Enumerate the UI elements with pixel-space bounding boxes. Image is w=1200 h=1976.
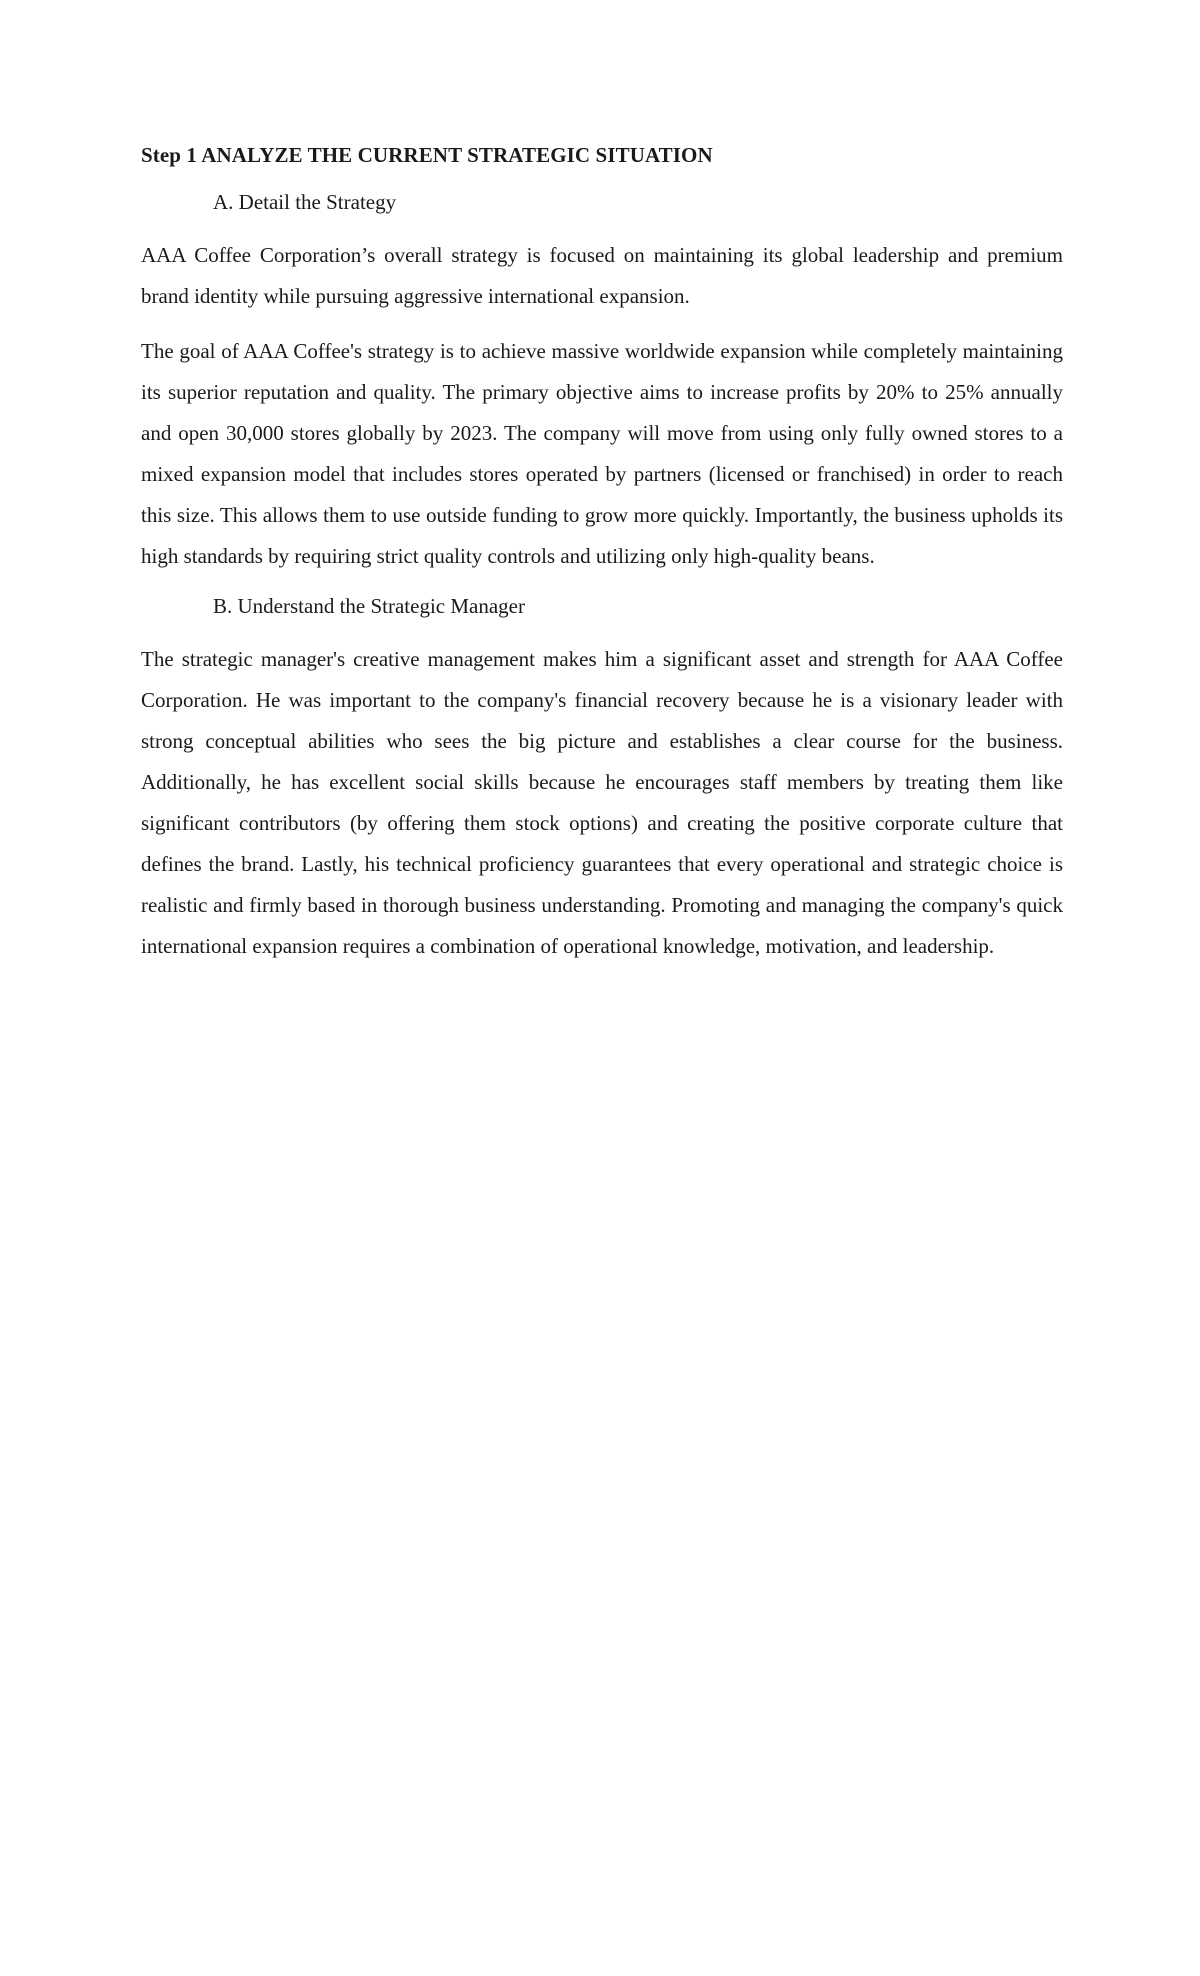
section-b-paragraph-1: The strategic manager's creative management makes him a significant asset and strength for AAA Coffee Corporation. He was important to the company's financial recovery because he is a visionary leader with strong conceptual abilities who sees the big picture and establishes a clear course for the business. Additionally, he has excellent social skills because he encourages staff members by treating them like significant contributors (by offering them stock options) and creating the positive corporate culture that defines the brand. Lastly, his technical proficiency guarantees that every operational and strategic choice is realistic and firmly based in thorough business understanding. Promoting and managing the company's quick international expansion requires a combination of operational knowledge, motivation, and leadership. [141,647,1063,958]
document-heading: Step 1 ANALYZE THE CURRENT STRATEGIC SITUATION [141,143,713,167]
document-body [141,140,1063,981]
section-a-paragraph-1: AAA Coffee Corporation’s overall strategy is focused on maintaining its global leadership and premium brand identity while pursuing aggressive international expansion. [141,243,1063,308]
section-b-title: B. Understand the Strategic Manager [213,594,525,618]
section-a-title: A. Detail the Strategy [213,190,397,214]
section-a-paragraph-2: The goal of AAA Coffee's strategy is to achieve massive worldwide expansion while completely maintaining its superior reputation and quality. The primary objective aims to increase profits by 20% to 25% annually and open 30,000 stores globally by 2023. The company will move from using only fully owned stores to a mixed expansion model that includes stores operated by partners (licensed or franchised) in order to reach this size. This allows them to use outside funding to grow more quickly. Importantly, the business upholds its high standards by requiring strict quality controls and utilizing only high-quality beans. [141,339,1063,568]
